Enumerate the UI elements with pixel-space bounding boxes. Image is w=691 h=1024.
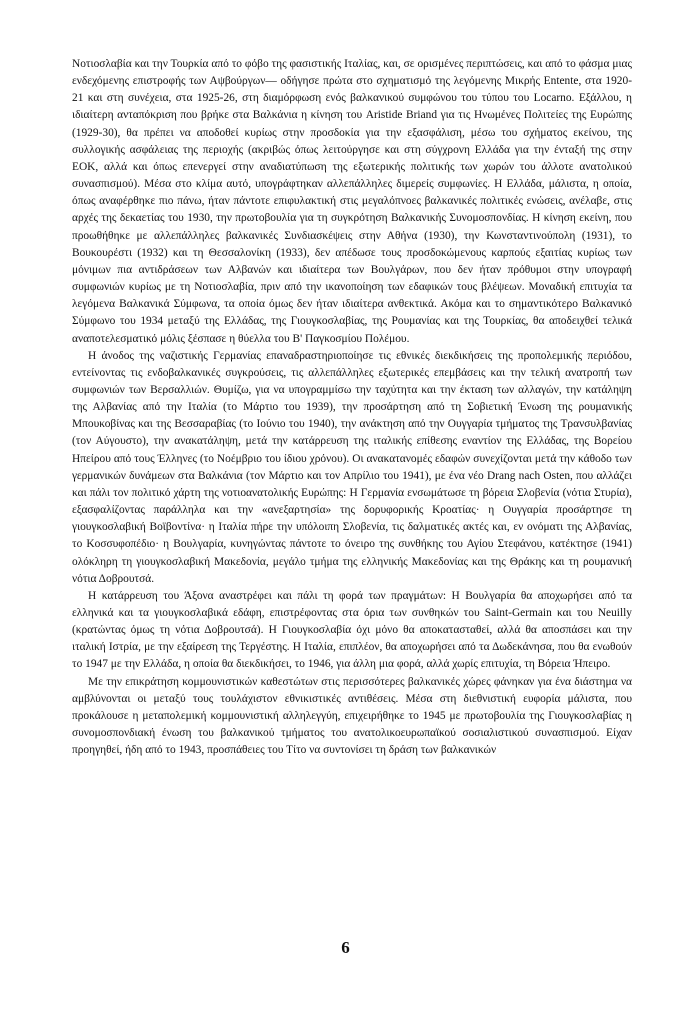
page-number: 6 [341,938,350,957]
paragraph: Με την επικράτηση κομμουνιστικών καθεστώτων στις περισσότερες βαλκανικές χώρες φάνηκαν για ένα διάστημα να αμβλύνονται οι μεταξύ τους τουλάχιστον εθνικιστικές αντιθέσεις. Μέσα στη διεθνιστική ευφορία μάλιστα, που προκάλουσε η μεταπολεμική κομμουνιστική αλληλεγγύη, επιχειρήθηκε το 1945 με πρωτοβουλία της Γιουγκοσλαβίας η συνομοσπονδιακή ένωση του βαλκανικού τμήματος του ανατολικοευρωπαϊκού σοσιαλιστικού συνασπισμού. Είχαν προηγηθεί, ήδη από το 1943, προσπάθειες του Τίτο να συντονίσει τη δράση των βαλκανικών [72,675,632,757]
paragraph: Η κατάρρευση του Άξονα αναστρέφει και πάλι τη φορά των πραγμάτων: Η Βουλγαρία θα αποχωρήσει από τα ελληνικά και τα γιουγκοσλαβικά εδάφη, επιστρέφοντας στα όρια των συνθηκών του Saint-Germain και του Neuilly (κρατώντας όμως τη νότια Δοβρουτσά). Η Γιουγκοσλαβία όχι μόνο θα αποκατασταθεί, αλλά θα αποσπάσει και την ιταλική Ιστρία, με την εξαίρεση της Τεργέστης. Η Ιταλία, επιπλέον, θα αποχωρήσει από τα Δωδεκάνησα, που θα ενωθούν το 1947 με την Ελλάδα, η οποία θα διεκδικήσει, το 1946, για άλλη μια φορά, αλλά χωρίς επιτυχία, τη Βόρεια Ήπειρο. [72,589,632,671]
paragraph: Η άνοδος της ναζιστικής Γερμανίας επαναδραστηριοποίησε τις εθνικές διεκδικήσεις της προπολεμικής περιόδου, εντείνοντας τις ενδοβαλκανικές συγκρούσεις, τις αλλεπάλληλες εξωτερικές επεμβάσεις και την τελική ανατροπή των συμφωνιών των Βερσαλλιών. Θυμίζω, για να υπογραμμίσω την ταχύτητα και την έκταση των αλλαγών, την κατάληψη της Αλβανίας από την Ιταλία (το Μάρτιο του 1939), την προσάρτηση από τη Σοβιετική Ένωση της ρουμανικής Μπουκοβίνας και της Βεσσαραβίας (το Ιούνιο του 1940), την ανάκτηση από την Ουγγαρία τμήματος της Τρανσυλβανίας (τον Αύγουστο), την ανακατάληψη, μετά την κατάρρευση της ιταλικής επίθεσης εναντίον της Ελλάδας, της Βορείου Ηπείρου από τους Έλληνες (το Νοέμβριο του ίδιου χρόνου). Οι ανακατανομές εδαφών συνεχίζονται μετά την κάθοδο των γερμανικών δυνάμεων στα Βαλκάνια (τον Μάρτιο και τον Απρίλιο του 1941), με ένα νέο Drang nach Osten, που αλλάζει και πάλι τον πολιτικό χάρτη της νοτιοανατολικής Ευρώπης: Η Γερμανία ενσωμάτωσε τη βόρεια Σλοβενία (νότια Στυρία), εξασφαλίζοντας παράλληλα και την «ανεξαρτησία» της δορυφορικής Κροατίας· η Ουγγαρία προσάρτησε τη γιουγκοσλαβική Βοϊβοντίνα· η Ιταλία πήρε την υπόλοιπη Σλοβενία, τις δαλματικές ακτές και, εν ονόματι της Αλβανίας, το Κοσσυφοπέδιο· η Βουλγαρία, κυνηγώντας πάντοτε το όνειρο της συνθήκης του Αγίου Στεφάνου, κατέκτησε (1941) ολόκληρη τη γιουγκοσλαβική Μακεδονία, μεγάλο τμήμα της ελληνικής Μακεδονίας και της Θράκης και τη ρουμανική νότια Δοβρουτσά. [72,349,632,585]
page-body [72,56,632,759]
paragraph: Νοτιοσλαβία και την Τουρκία από το φόβο της φασιστικής Ιταλίας, και, σε ορισμένες περιπτώσεις, και από το φάσμα μιας ενδεχόμενης επιστροφής των Αψβούργων— οδήγησε πρώτα στο σχηματισμό της λεγόμενης Μικρής Entente, στα 1920-21 και στη συνέχεια, στα 1925-26, στη διαμόρφωση ενός βαλκανικού συμφώνου του τύπου του Locarno. Εξάλλου, η ιδιαίτερη ανταπόκριση που βρήκε στα Βαλκάνια η κίνηση του Aristide Briand για τις Ηνωμένες Πολιτείες της Ευρώπης (1929-30), θα πρέπει να αποδοθεί κυρίως στην προσδοκία για την εξασφάλιση, μέσω του σχήματος εκείνου, της συλλογικής ασφάλειας της περιοχής (ακριβώς όπως λειτούργησε και στη σύγχρονη Ελλάδα για την ένταξή της στην ΕΟΚ, αλλά και όπως επενεργεί στην αναδιατύπωση της εξωτερικής πολιτικής των χωρών του άλλοτε ανατολικού συνασπισμού). Μέσα στο κλίμα αυτό, υπογράφτηκαν αλλεπάλληλες διμερείς συμφωνίες. Η Ελλάδα, μάλιστα, η οποία, όπως αναφέρθηκε πιο πάνω, ήταν πάντοτε επιφυλακτική στις μεγαλόπνοες βαλκανικές πολιτικές ενώσεις, ανέλαβε, στις αρχές της δεκαετίας του 1930, την πρωτοβουλία για τη συγκρότηση Βαλκανικής Συνομοσπονδίας. Η κίνηση εκείνη, που προωθήθηκε με αλλεπάλληλες βαλκανικές Συνδιασκέψεις στην Αθήνα (1930), την Κωνσταντινούπολη (1931), το Βουκουρέστι (1932) και τη Θεσσαλονίκη (1933), δεν απέδωσε τους προσδοκώμενους καρπούς εξαιτίας κυρίως των μόνιμων πια αντιδράσεων των Αλβανών και ιδιαίτερα των Βουλγάρων, που δεν ήταν πρόθυμοι στην υπογραφή συμφωνιών κυρίως με τη Νοτιοσλαβία, πριν από την ικανοποίηση των εδαφικών τους βλέψεων. Μοναδική επιτυχία τα λεγόμενα Βαλκανικά Σύμφωνα, τα οποία όμως δεν ήταν ιδιαίτερα ανθεκτικά. Ακόμα και το σημαντικότερο Βαλκανικό Σύμφωνο του 1934 μεταξύ της Ελλάδας, της Γιουγκοσλαβίας, της Ρουμανίας και της Τουρκίας, θα αποδειχθεί τελικά αναποτελεσματικό μόλις ξέσπασε η θύελλα του Β' Παγκοσμίου Πολέμου. [72,58,632,345]
